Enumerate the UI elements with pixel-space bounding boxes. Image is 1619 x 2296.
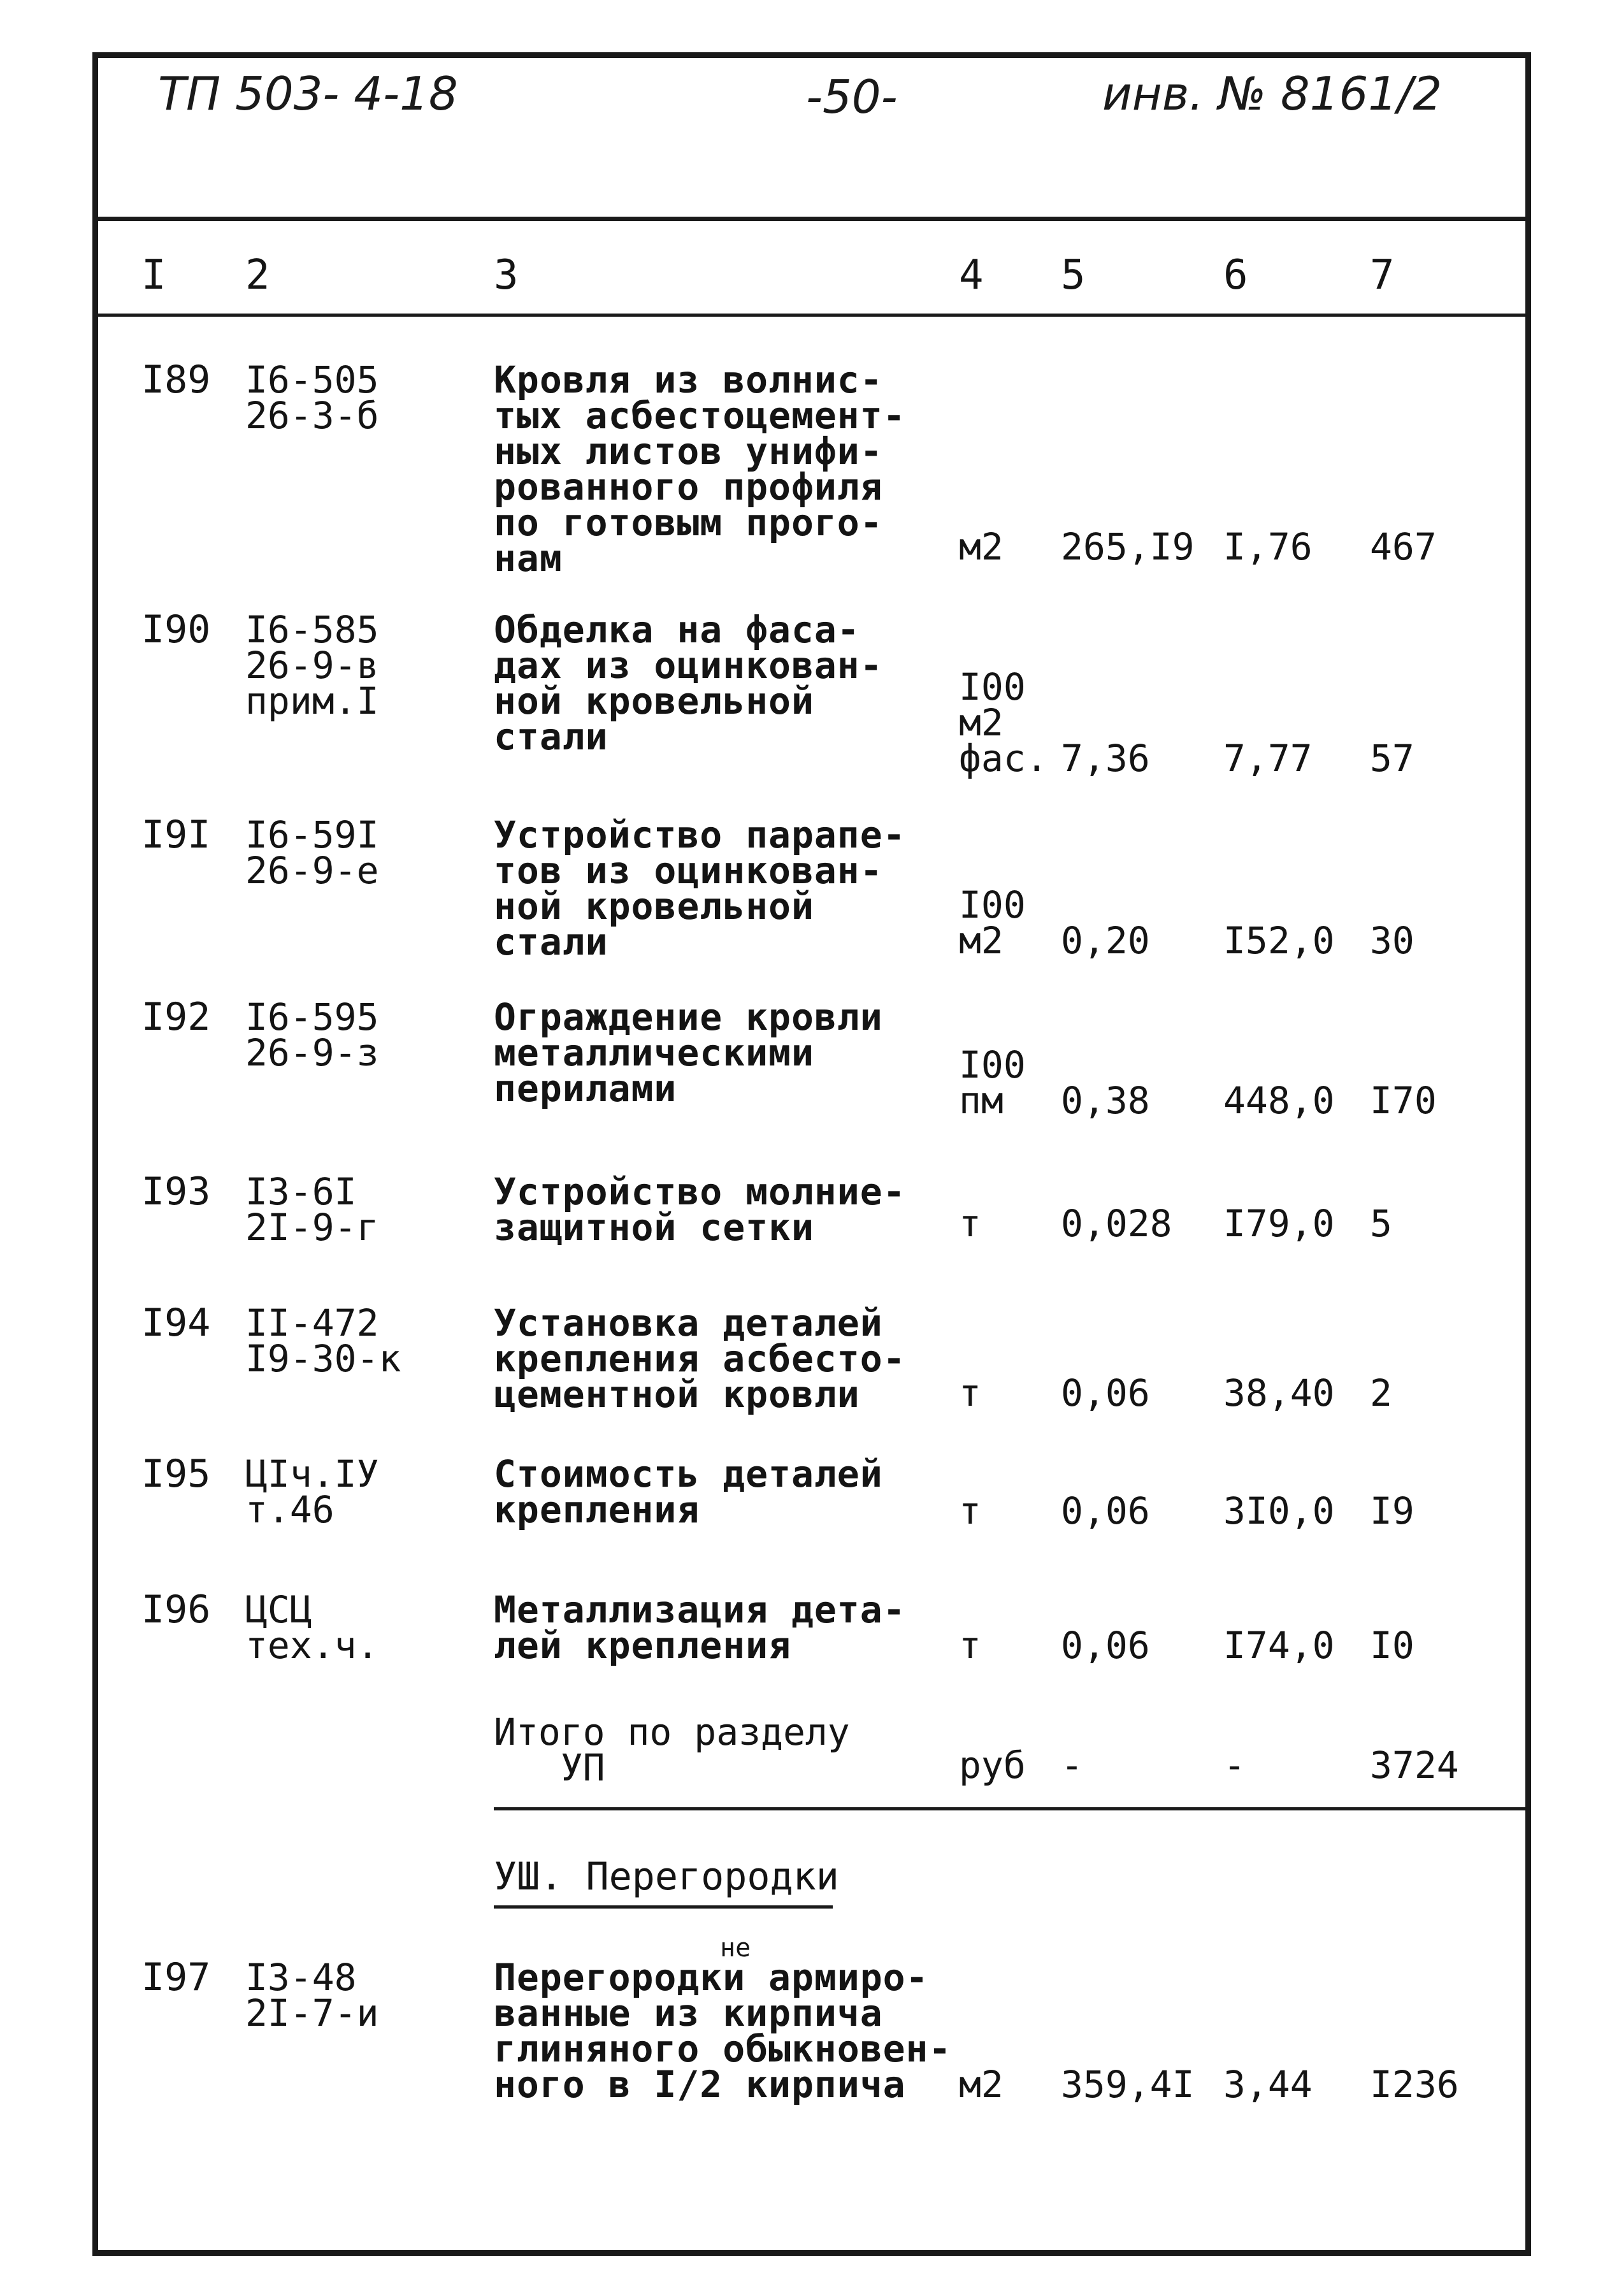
- row-unit: т: [959, 1371, 981, 1415]
- row-number: I94: [141, 1301, 211, 1345]
- row-unit: т: [959, 1624, 981, 1667]
- row-code: I6-595 26-9-з: [245, 995, 379, 1074]
- row-description: Устройство парапе- тов из оцинкован- ной кровельной стали: [494, 813, 906, 964]
- row-price: 3,44: [1223, 2063, 1313, 2106]
- row-unit: I00 пм: [959, 1043, 1026, 1122]
- row-total: 30: [1370, 919, 1414, 962]
- row-unit: т: [959, 1202, 981, 1245]
- row-unit: м2: [959, 2063, 1004, 2106]
- row-total: 2: [1370, 1371, 1392, 1415]
- row-code: I6-505 26-3-б: [245, 358, 379, 437]
- row-code: I6-585 26-9-в прим.I: [245, 608, 379, 723]
- subtotal-price: -: [1223, 1744, 1246, 1787]
- column-header-divider: [92, 314, 1531, 317]
- row-price: 448,0: [1223, 1079, 1335, 1122]
- row-total: I0: [1370, 1624, 1414, 1667]
- row-price: 3I0,0: [1223, 1489, 1335, 1533]
- row-code: II-472 I9-30-к: [245, 1301, 401, 1380]
- row-code: I3-6I 2I-9-г: [245, 1170, 379, 1249]
- row-price: 38,40: [1223, 1371, 1335, 1415]
- row-quantity: 0,38: [1061, 1079, 1150, 1122]
- row-insert-note: не: [720, 1933, 751, 1963]
- row-total: 57: [1370, 737, 1414, 780]
- column-header-3: 3: [494, 252, 519, 299]
- table-row: [0, 995, 1619, 1122]
- column-header-1: I: [141, 252, 166, 299]
- row-number: I97: [141, 1955, 211, 2000]
- row-quantity: 0,06: [1061, 1489, 1150, 1533]
- row-description: Кровля из волнис- тых асбестоцемент- ных листов унифи- рованного профиля по готовым прого- нам: [494, 358, 906, 580]
- row-number: I93: [141, 1169, 211, 1214]
- row-total: I236: [1370, 2063, 1459, 2106]
- subtotal-rule: [494, 1807, 1531, 1810]
- row-unit: т: [959, 1489, 981, 1533]
- row-unit: I00 м2: [959, 883, 1026, 962]
- section-title-underline: [494, 1905, 833, 1909]
- column-header-6: 6: [1223, 252, 1248, 299]
- row-quantity: 0,028: [1061, 1202, 1172, 1245]
- row-unit: м2: [959, 525, 1004, 568]
- header-divider: [92, 217, 1531, 221]
- row-number: I92: [141, 995, 211, 1039]
- row-price: 7,77: [1223, 737, 1313, 780]
- subtotal-total: 3724: [1370, 1744, 1459, 1787]
- row-number: I90: [141, 607, 211, 652]
- subtotal-quantity: -: [1061, 1744, 1083, 1787]
- table-row: [0, 812, 1619, 964]
- row-code: ЦIч.IУ т.46: [245, 1452, 379, 1531]
- column-header-2: 2: [245, 252, 270, 299]
- row-number: I95: [141, 1452, 211, 1496]
- row-total: 5: [1370, 1202, 1392, 1245]
- table-row: [0, 357, 1619, 580]
- row-total: I70: [1370, 1079, 1437, 1122]
- row-quantity: 0,06: [1061, 1624, 1150, 1667]
- row-number: I9I: [141, 812, 211, 857]
- row-description: Устройство молние- защитной сетки: [494, 1170, 906, 1249]
- column-header-4: 4: [959, 252, 984, 299]
- row-description: Металлизация дета- лей крепления: [494, 1588, 906, 1667]
- table-row: [0, 1301, 1619, 1416]
- row-code: I6-59I 26-9-е: [245, 813, 379, 892]
- row-quantity: 0,06: [1061, 1371, 1150, 1415]
- row-quantity: 0,20: [1061, 919, 1150, 962]
- subtotal-row: [0, 1710, 1619, 1789]
- row-total: I9: [1370, 1489, 1414, 1533]
- column-header-7: 7: [1370, 252, 1395, 299]
- row-number: I96: [141, 1587, 211, 1632]
- section-title: УШ. Перегородки: [494, 1854, 839, 1899]
- subtotal-label: Итого по разделу УП: [494, 1710, 850, 1789]
- doc-code: ТП 503- 4-18: [158, 67, 458, 120]
- page-number: -50-: [806, 70, 898, 124]
- row-code: I3-48 2I-7-и: [245, 1956, 379, 2035]
- row-quantity: 359,4I: [1061, 2063, 1195, 2106]
- row-description: Стоимость деталей крепления: [494, 1452, 883, 1531]
- table-row: [0, 1452, 1619, 1533]
- row-price: I74,0: [1223, 1624, 1335, 1667]
- row-price: I,76: [1223, 525, 1313, 568]
- row-price: I52,0: [1223, 919, 1335, 962]
- row-unit: I00 м2 фас.: [959, 665, 1048, 780]
- inv-number: инв. № 8161/2: [1102, 67, 1443, 120]
- row-quantity: 265,I9: [1061, 525, 1195, 568]
- row-code: ЦСЦ тех.ч.: [245, 1588, 379, 1667]
- row-number: I89: [141, 357, 211, 402]
- subtotal-unit: руб: [959, 1744, 1026, 1787]
- row-description: Установка деталей крепления асбесто- цементной кровли: [494, 1301, 906, 1416]
- row-quantity: 7,36: [1061, 737, 1150, 780]
- row-price: I79,0: [1223, 1202, 1335, 1245]
- column-header-5: 5: [1061, 252, 1086, 299]
- row-description: Обделка на фаса- дах из оцинкован- ной кровельной стали: [494, 608, 883, 758]
- row-description: Ограждение кровли металлическими перилами: [494, 995, 883, 1110]
- row-total: 467: [1370, 525, 1437, 568]
- row-description: Перегородки армиро- ванные из кирпича глиняного обыкновен- ного в I/2 кирпича: [494, 1956, 952, 2106]
